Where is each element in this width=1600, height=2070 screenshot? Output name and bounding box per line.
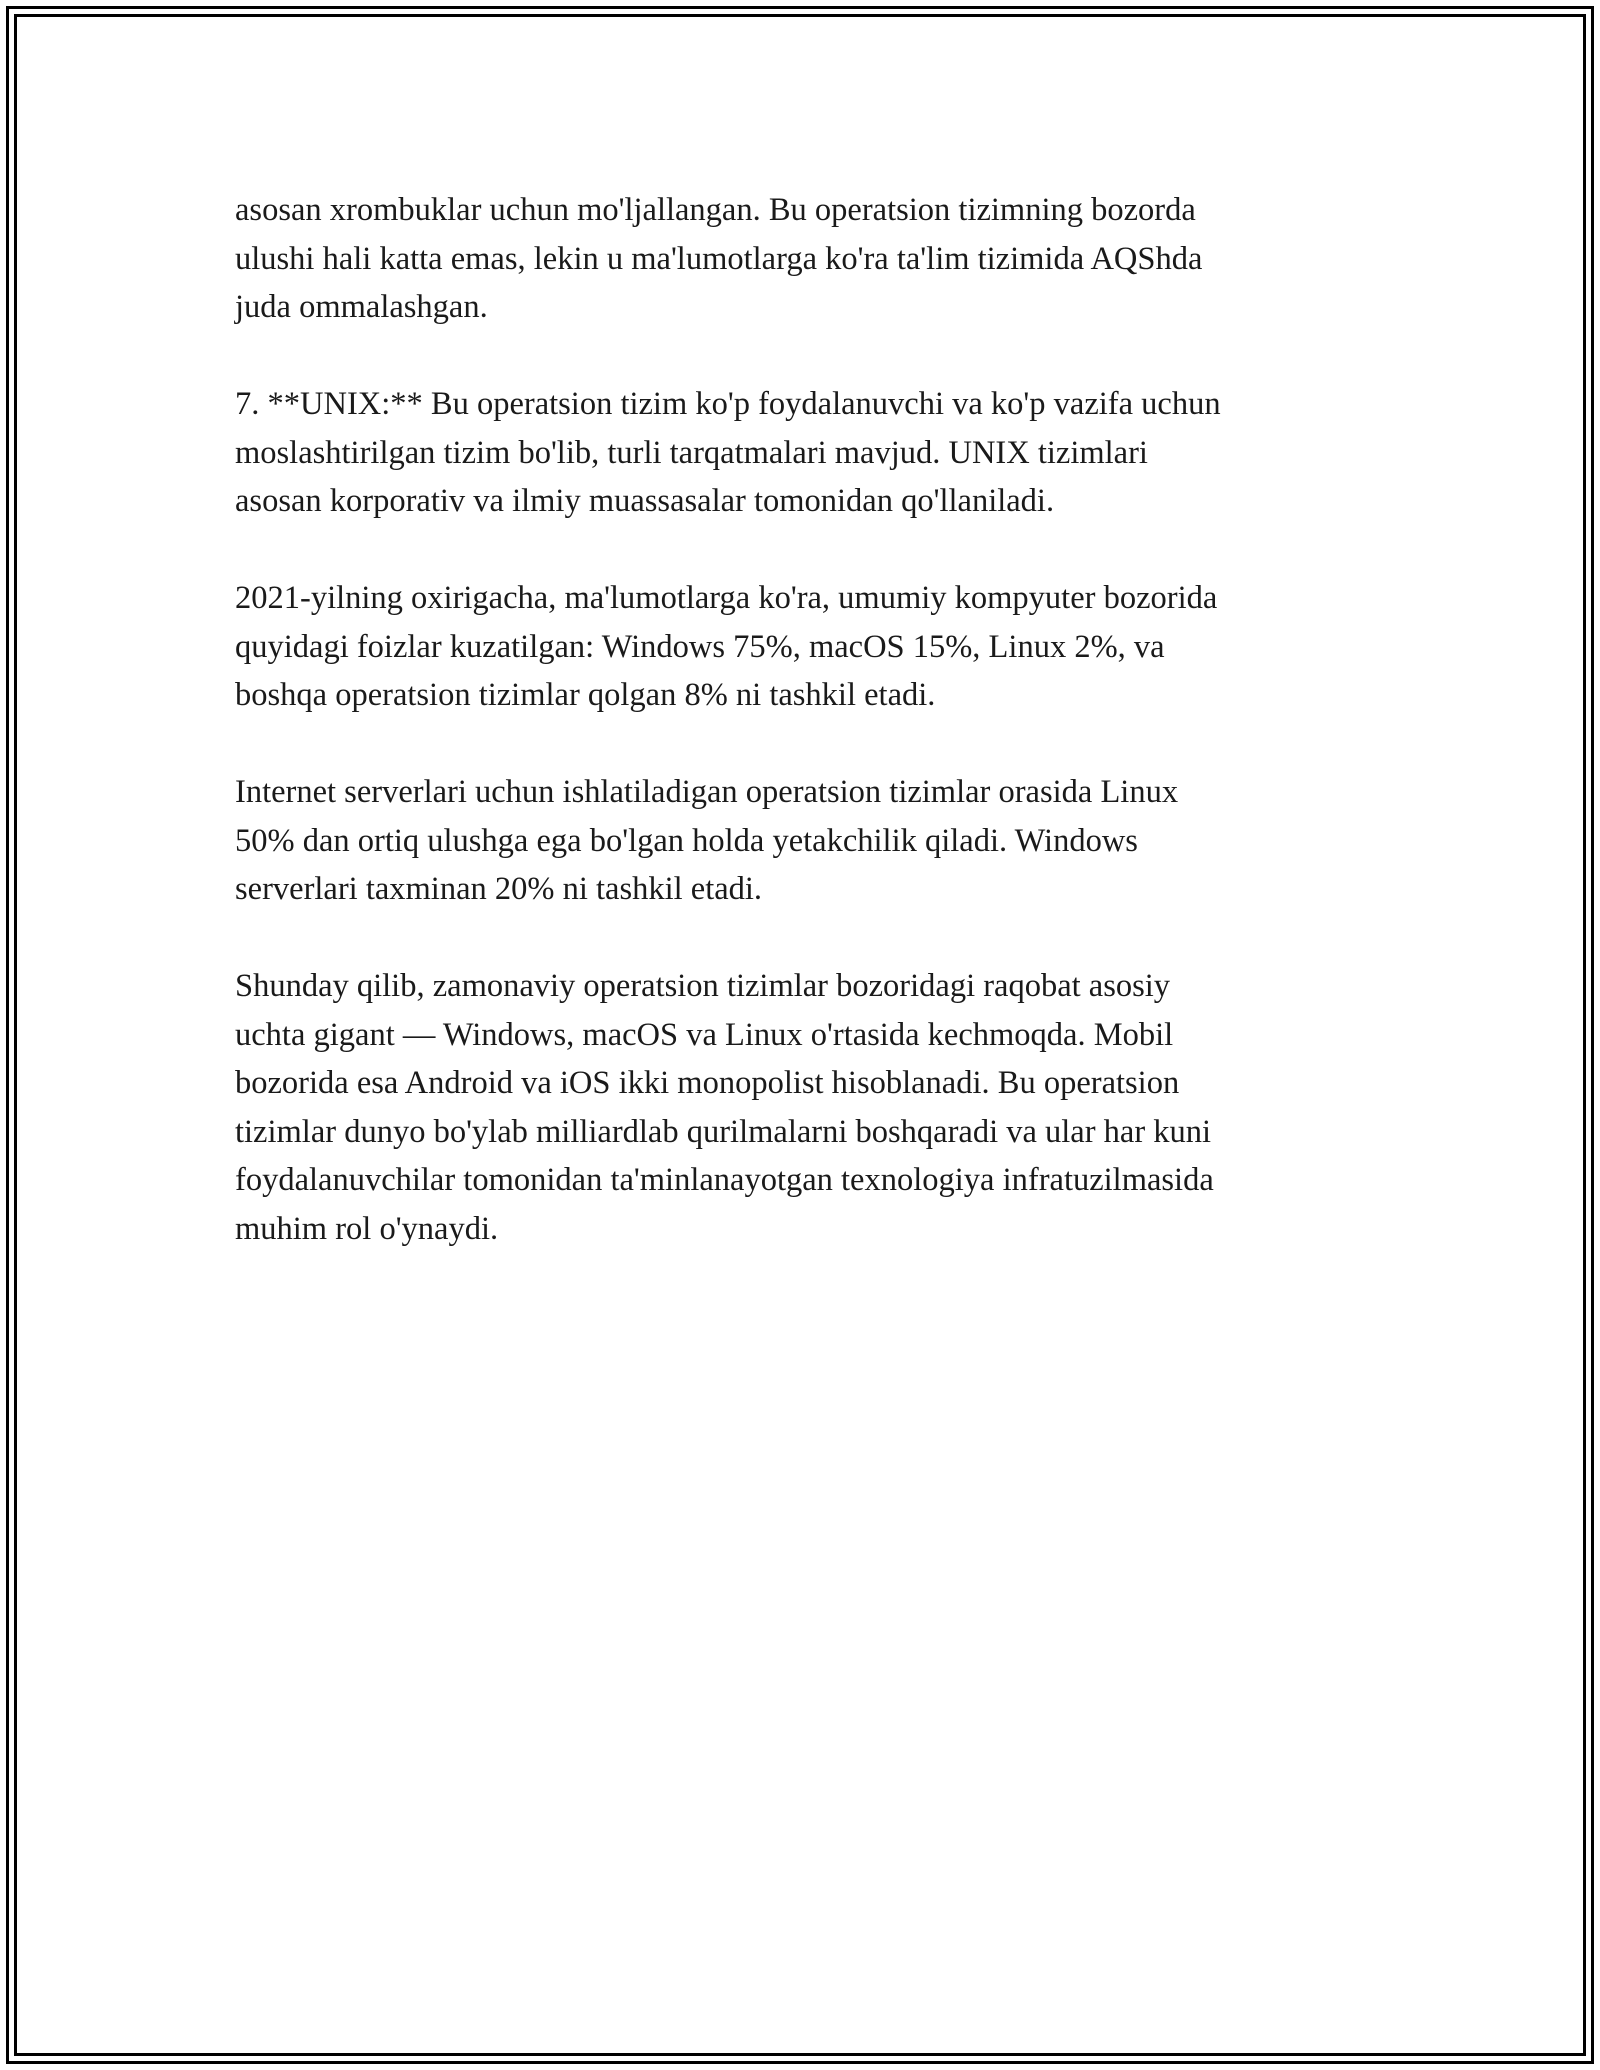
paragraph-unix: 7. **UNIX:** Bu operatsion tizim ko'p foydalanuvchi va ko'p vazifa uchun moslashtirilgan tizim bo'lib, turli tarqatmalari mavjud. UNIX tizimlari asosan korporativ va ilmiy muassasalar tomonidan qo'llaniladi. (235, 386, 1221, 519)
paragraph-desktop-market-share: 2021-yilning oxirigacha, ma'lumotlarga ko'ra, umumiy kompyuter bozorida quyidagi foizlar kuzatilgan: Windows 75%, macOS 15%, Linux 2%, va boshqa operatsion tizimlar qolgan 8% ni tashkil etadi. (235, 580, 1218, 713)
page-body (235, 186, 1365, 1302)
paragraph-chromeos-continuation: asosan xrombuklar uchun mo'ljallangan. Bu operatsion tizimning bozorda ulushi hali katta emas, lekin u ma'lumotlarga ko'ra ta'lim tizimida AQShda juda ommalashgan. (235, 192, 1203, 325)
paragraph-server-market-share: Internet serverlari uchun ishlatiladigan operatsion tizimlar orasida Linux 50% dan ortiq ulushga ega bo'lgan holda yetakchilik qiladi. Windows serverlari taxminan 20% ni tashkil etadi. (235, 774, 1179, 907)
paragraph-conclusion: Shunday qilib, zamonaviy operatsion tizimlar bozoridagi raqobat asosiy uchta gigant — Windows, macOS va Linux o'rtasida kechmoqda. Mobil bozorida esa Android va iOS ikki monopolist hisoblanadi. Bu operatsion tizimlar dunyo bo'ylab milliardlab qurilmalarni boshqaradi va ular har kuni foydalanuvchilar tomonidan ta'minlanayotgan texnologiya infratuzilmasida muhim rol o'ynaydi. (235, 968, 1214, 1247)
